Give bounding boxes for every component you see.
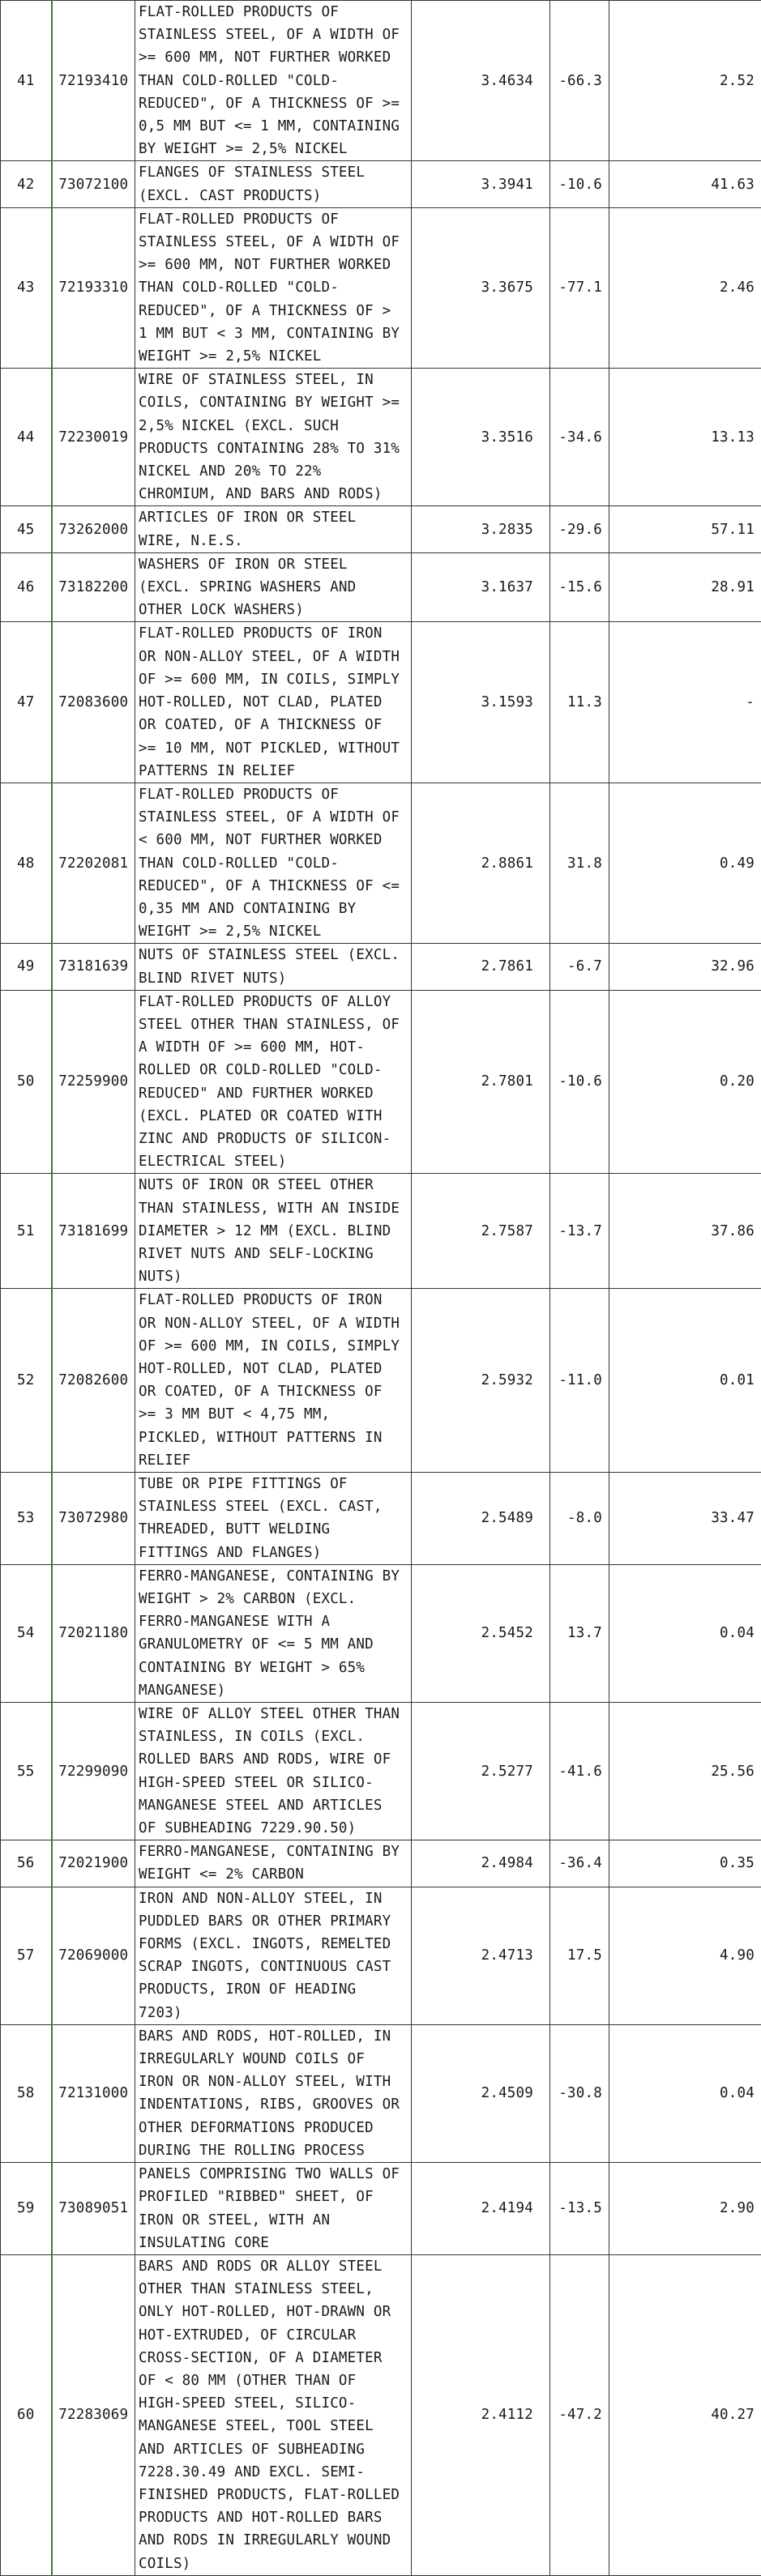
hs-code: 72193310 [52,207,135,368]
change-cell: -34.6 [550,369,609,506]
trade-table-body [1,1,761,2576]
hs-code: 72131000 [52,2024,135,2162]
row-index: 57 [1,1887,52,2024]
table-row [1,552,761,622]
hs-code: 72299090 [52,1703,135,1840]
product-description: WIRE OF STAINLESS STEEL, IN COILS, CONTAINING BY WEIGHT >= 2,5% NICKEL (EXCL. SUCH PRODUCTS CONTAINING 28% TO 31% NICKEL AND 20% TO 22% CHROMIUM, AND BARS AND RODS) [135,369,412,506]
row-index: 56 [1,1840,52,1887]
row-index: 43 [1,207,52,368]
hs-code: 72083600 [52,622,135,783]
hs-code: 73089051 [52,2163,135,2255]
change-cell: -6.7 [550,944,609,990]
row-index: 48 [1,783,52,943]
value-cell: 2.8861 [412,783,550,943]
change-cell: -77.1 [550,207,609,368]
change-cell: -36.4 [550,1840,609,1887]
product-description: FLANGES OF STAINLESS STEEL (EXCL. CAST PRODUCTS) [135,161,412,207]
value-cell: 3.1637 [412,552,550,622]
product-description: FLAT-ROLLED PRODUCTS OF STAINLESS STEEL, OF A WIDTH OF >= 600 MM, NOT FURTHER WORKED THAN COLD-ROLLED "COLD- REDUCED", OF A THICKNESS OF > 1 MM BUT < 3 MM, CONTAINING BY WEIGHT >= 2,5% NICKEL [135,207,412,368]
table-row [1,506,761,552]
row-index: 51 [1,1174,52,1289]
change-cell: 31.8 [550,783,609,943]
product-description: BARS AND RODS OR ALLOY STEEL OTHER THAN STAINLESS STEEL, ONLY HOT-ROLLED, HOT-DRAWN OR HOT-EXTRUDED, OF CIRCULAR CROSS-SECTION, OF A DIAMETER OF < 80 MM (OTHER THAN OF HIGH-SPEED STEEL, SILICO- MANGANESE STEEL, TOOL STEEL AND ARTICLES OF SUBHEADING 7228.30.49 AND EXCL. SEMI- FINISHED PRODUCTS, FLAT-ROLLED PRODUCTS AND HOT-ROLLED BARS AND RODS IN IRREGULARLY WOUND COILS) [135,2254,412,2575]
product-description: FLAT-ROLLED PRODUCTS OF IRON OR NON-ALLOY STEEL, OF A WIDTH OF >= 600 MM, IN COILS, SIMPLY HOT-ROLLED, NOT CLAD, PLATED OR COATED, OF A THICKNESS OF >= 3 MM BUT < 4,75 MM, PICKLED, WITHOUT PATTERNS IN RELIEF [135,1289,412,1473]
value-cell: 2.7587 [412,1174,550,1289]
row-index: 46 [1,552,52,622]
share-cell: 2.90 [609,2163,761,2255]
hs-code: 72283069 [52,2254,135,2575]
share-cell: 33.47 [609,1473,761,1565]
hs-code: 73181639 [52,944,135,990]
value-cell: 3.4634 [412,1,550,161]
share-cell: 0.04 [609,1564,761,1702]
row-index: 55 [1,1703,52,1840]
share-cell: 0.04 [609,2024,761,2162]
product-description: FLAT-ROLLED PRODUCTS OF STAINLESS STEEL, OF A WIDTH OF >= 600 MM, NOT FURTHER WORKED THAN COLD-ROLLED "COLD- REDUCED", OF A THICKNESS OF >= 0,5 MM BUT <= 1 MM, CONTAINING BY WEIGHT >= 2,5% NICKEL [135,1,412,161]
hs-code: 72202081 [52,783,135,943]
share-cell: 32.96 [609,944,761,990]
hs-code: 72193410 [52,1,135,161]
row-index: 54 [1,1564,52,1702]
value-cell: 2.5277 [412,1703,550,1840]
share-cell: 57.11 [609,506,761,552]
value-cell: 3.3675 [412,207,550,368]
change-cell: -10.6 [550,990,609,1174]
hs-code: 73181699 [52,1174,135,1289]
table-row [1,1840,761,1887]
hs-code: 72069000 [52,1887,135,2024]
row-index: 59 [1,2163,52,2255]
table-row [1,1703,761,1840]
row-index: 53 [1,1473,52,1565]
product-description: FLAT-ROLLED PRODUCTS OF IRON OR NON-ALLOY STEEL, OF A WIDTH OF >= 600 MM, IN COILS, SIMPLY HOT-ROLLED, NOT CLAD, PLATED OR COATED, OF A THICKNESS OF >= 10 MM, NOT PICKLED, WITHOUT PATTERNS IN RELIEF [135,622,412,783]
table-row [1,944,761,990]
value-cell: 2.4984 [412,1840,550,1887]
change-cell: -8.0 [550,1473,609,1565]
table-row [1,622,761,783]
row-index: 42 [1,161,52,207]
hs-code: 73182200 [52,552,135,622]
product-description: FLAT-ROLLED PRODUCTS OF STAINLESS STEEL, OF A WIDTH OF < 600 MM, NOT FURTHER WORKED THAN COLD-ROLLED "COLD- REDUCED", OF A THICKNESS OF <= 0,35 MM AND CONTAINING BY WEIGHT >= 2,5% NICKEL [135,783,412,943]
change-cell: -41.6 [550,1703,609,1840]
product-description: ARTICLES OF IRON OR STEEL WIRE, N.E.S. [135,506,412,552]
value-cell: 3.3516 [412,369,550,506]
table-row [1,2024,761,2162]
row-index: 52 [1,1289,52,1473]
table-row [1,1473,761,1565]
product-description: FERRO-MANGANESE, CONTAINING BY WEIGHT <= 2% CARBON [135,1840,412,1887]
table-row [1,1174,761,1289]
share-cell: 2.52 [609,1,761,161]
row-index: 60 [1,2254,52,2575]
table-row [1,1289,761,1473]
change-cell: -13.7 [550,1174,609,1289]
value-cell: 2.7861 [412,944,550,990]
share-cell: 4.90 [609,1887,761,2024]
share-cell: 13.13 [609,369,761,506]
product-description: WIRE OF ALLOY STEEL OTHER THAN STAINLESS, IN COILS (EXCL. ROLLED BARS AND RODS, WIRE OF HIGH-SPEED STEEL OR SILICO- MANGANESE STEEL AND ARTICLES OF SUBHEADING 7229.90.50) [135,1703,412,1840]
row-index: 41 [1,1,52,161]
change-cell: -66.3 [550,1,609,161]
table-row [1,2163,761,2255]
row-index: 50 [1,990,52,1174]
change-cell: -30.8 [550,2024,609,2162]
hs-code: 73262000 [52,506,135,552]
share-cell: - [609,622,761,783]
table-row [1,207,761,368]
table-row [1,783,761,943]
row-index: 45 [1,506,52,552]
share-cell: 0.35 [609,1840,761,1887]
share-cell: 0.01 [609,1289,761,1473]
table-row [1,2254,761,2575]
table-row [1,1,761,161]
row-index: 47 [1,622,52,783]
share-cell: 37.86 [609,1174,761,1289]
value-cell: 2.5932 [412,1289,550,1473]
row-index: 58 [1,2024,52,2162]
share-cell: 40.27 [609,2254,761,2575]
value-cell: 2.7801 [412,990,550,1174]
product-description: TUBE OR PIPE FITTINGS OF STAINLESS STEEL (EXCL. CAST, THREADED, BUTT WELDING FITTINGS AND FLANGES) [135,1473,412,1565]
table-row [1,369,761,506]
share-cell: 0.20 [609,990,761,1174]
value-cell: 2.5489 [412,1473,550,1565]
table-row [1,161,761,207]
product-description: WASHERS OF IRON OR STEEL (EXCL. SPRING WASHERS AND OTHER LOCK WASHERS) [135,552,412,622]
value-cell: 3.1593 [412,622,550,783]
change-cell: -29.6 [550,506,609,552]
table-row [1,1564,761,1702]
change-cell: 13.7 [550,1564,609,1702]
change-cell: 11.3 [550,622,609,783]
change-cell: -47.2 [550,2254,609,2575]
value-cell: 2.4713 [412,1887,550,2024]
hs-code: 72021900 [52,1840,135,1887]
product-description: NUTS OF IRON OR STEEL OTHER THAN STAINLESS, WITH AN INSIDE DIAMETER > 12 MM (EXCL. BLIND RIVET NUTS AND SELF-LOCKING NUTS) [135,1174,412,1289]
hs-code: 73072100 [52,161,135,207]
hs-code: 72230019 [52,369,135,506]
value-cell: 2.4509 [412,2024,550,2162]
share-cell: 0.49 [609,783,761,943]
share-cell: 25.56 [609,1703,761,1840]
product-description: IRON AND NON-ALLOY STEEL, IN PUDDLED BARS OR OTHER PRIMARY FORMS (EXCL. INGOTS, REMELTED SCRAP INGOTS, CONTINUOUS CAST PRODUCTS, IRON OF HEADING 7203) [135,1887,412,2024]
row-index: 44 [1,369,52,506]
hs-code: 72082600 [52,1289,135,1473]
product-description: FERRO-MANGANESE, CONTAINING BY WEIGHT > 2% CARBON (EXCL. FERRO-MANGANESE WITH A GRANULOMETRY OF <= 5 MM AND CONTAINING BY WEIGHT > 65% MANGANESE) [135,1564,412,1702]
table-row [1,1887,761,2024]
row-index: 49 [1,944,52,990]
value-cell: 2.4194 [412,2163,550,2255]
share-cell: 28.91 [609,552,761,622]
value-cell: 3.3941 [412,161,550,207]
product-description: PANELS COMPRISING TWO WALLS OF PROFILED "RIBBED" SHEET, OF IRON OR STEEL, WITH AN INSULATING CORE [135,2163,412,2255]
change-cell: -13.5 [550,2163,609,2255]
value-cell: 2.5452 [412,1564,550,1702]
hs-code: 72259900 [52,990,135,1174]
change-cell: -11.0 [550,1289,609,1473]
product-description: BARS AND RODS, HOT-ROLLED, IN IRREGULARLY WOUND COILS OF IRON OR NON-ALLOY STEEL, WITH INDENTATIONS, RIBS, GROOVES OR OTHER DEFORMATIONS PRODUCED DURING THE ROLLING PROCESS [135,2024,412,2162]
change-cell: -10.6 [550,161,609,207]
share-cell: 2.46 [609,207,761,368]
change-cell: 17.5 [550,1887,609,2024]
hs-code: 72021180 [52,1564,135,1702]
change-cell: -15.6 [550,552,609,622]
value-cell: 3.2835 [412,506,550,552]
product-description: NUTS OF STAINLESS STEEL (EXCL. BLIND RIVET NUTS) [135,944,412,990]
table-row [1,990,761,1174]
value-cell: 2.4112 [412,2254,550,2575]
share-cell: 41.63 [609,161,761,207]
hs-code: 73072980 [52,1473,135,1565]
product-description: FLAT-ROLLED PRODUCTS OF ALLOY STEEL OTHER THAN STAINLESS, OF A WIDTH OF >= 600 MM, HOT- ROLLED OR COLD-ROLLED "COLD- REDUCED" AND FURTHER WORKED (EXCL. PLATED OR COATED WITH ZINC AND PRODUCTS OF SILICON- ELECTRICAL STEEL) [135,990,412,1174]
